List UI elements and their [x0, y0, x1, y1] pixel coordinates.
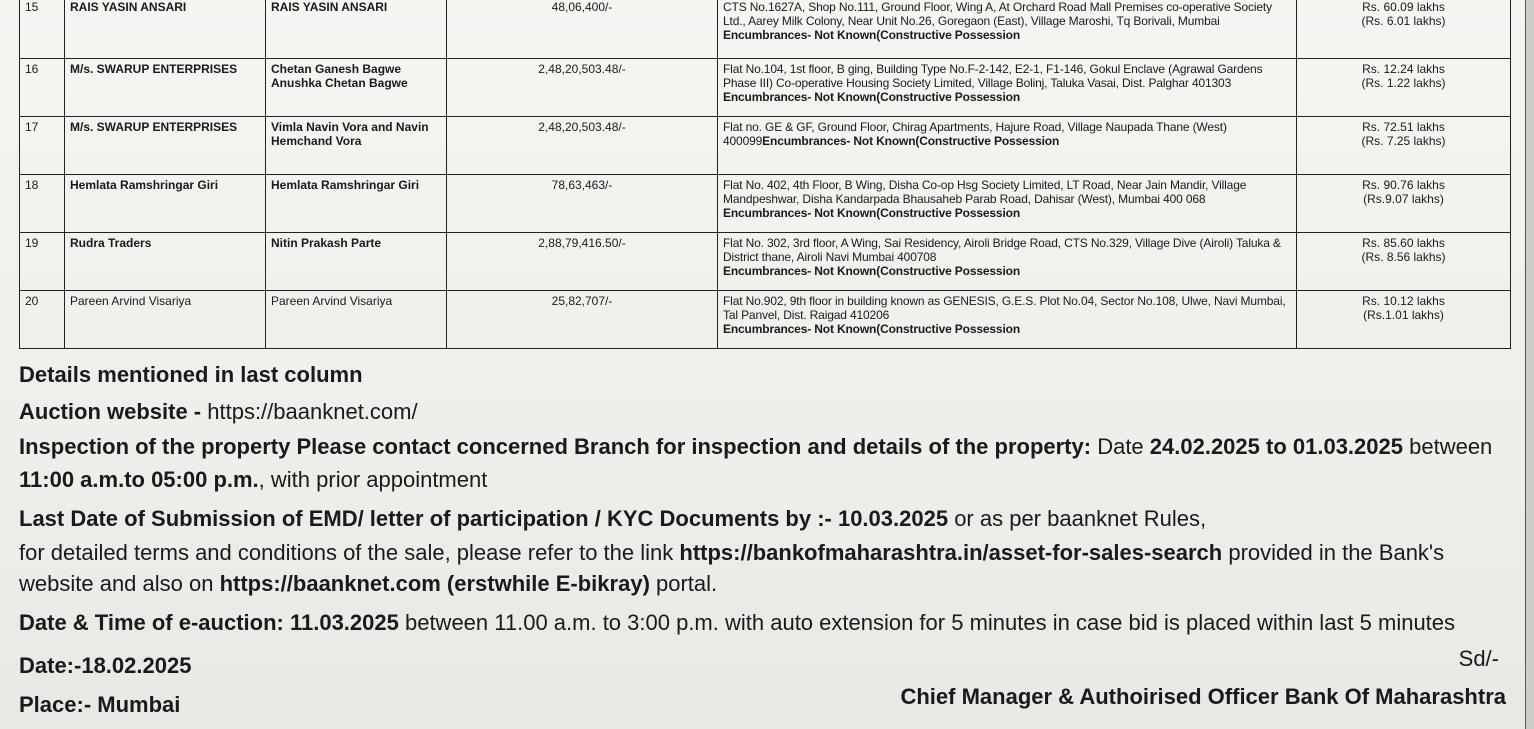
reserve-price: Rs. 90.76 lakhs: [1362, 178, 1445, 192]
terms-mid: provided in the Bank's: [1222, 540, 1445, 565]
price-cell: [1297, 0, 1511, 59]
eauction-line: [19, 609, 1519, 636]
price-cell: [1297, 175, 1511, 233]
website-url: https://baanknet.com/: [207, 399, 418, 424]
emd-amount: (Rs.9.07 lakhs): [1363, 192, 1444, 206]
table-row: [20, 175, 1511, 233]
inspection-between: between: [1403, 434, 1493, 459]
property-address: Flat no. GE & GF, Ground Floor, Chirag Apartments, Hajure Road, Village Naupada Thane (West) 400099: [723, 120, 1227, 148]
property-address: Flat No.902, 9th floor in building known as GENESIS, G.E.S. Plot No.04, Sector No.108, Ulwe, Navi Mumbai, Tal Panvel, Dist. Raigad 410206: [723, 294, 1286, 322]
terms-line-2: [19, 570, 1519, 597]
details-heading: Details mentioned in last column: [19, 362, 363, 387]
property-address: CTS No.1627A, Shop No.111, Ground Floor, Wing A, At Orchard Road Mall Premises co-operative Society Ltd., Aarey Milk Colony, Near Unit No.26, Goregaon (East), Village Maroshi, Tq Borivali, Mumbai: [723, 0, 1272, 28]
emd-amount: (Rs. 6.01 lakhs): [1361, 14, 1446, 28]
emd-amount: (Rs. 7.25 lakhs): [1361, 134, 1446, 148]
auction-website-line: [19, 398, 1519, 425]
eauction-suffix: between 11.00 a.m. to 3:00 p.m. with auto extension for 5 minutes in case bid is placed within last 5 minutes: [398, 610, 1456, 635]
terms-line-1: [19, 539, 1519, 566]
borrower-name: M/s. SWARUP ENTERPRISES: [65, 59, 266, 117]
owner-name: Pareen Arvind Visariya: [266, 291, 447, 349]
encumbrance-note: Encumbrances- Not Known(Constructive Possession: [723, 28, 1021, 42]
inspection-label: Inspection of the property Please contact concerned Branch for inspection and details of the property:: [19, 434, 1092, 459]
outstanding-amount: 2,88,79,416.50/-: [447, 233, 718, 291]
notice-place: Place:- Mumbai: [19, 692, 181, 717]
reserve-price: Rs. 85.60 lakhs: [1362, 236, 1445, 250]
outstanding-amount: 48,06,400/-: [447, 0, 718, 59]
reserve-price: Rs. 60.09 lakhs: [1362, 0, 1445, 14]
reserve-price: Rs. 12.24 lakhs: [1362, 62, 1445, 76]
encumbrance-note: Encumbrances- Not Known(Constructive Possession: [723, 90, 1021, 104]
page-edge: [1525, 0, 1534, 729]
emd-suffix: or as per baanknet Rules,: [948, 506, 1207, 531]
property-description: [718, 175, 1297, 233]
serial-number: 17: [20, 117, 65, 175]
price-cell: [1297, 291, 1511, 349]
inspection-time: 11:00 a.m.to 05:00 p.m.: [19, 467, 259, 492]
table-row: [20, 0, 1511, 59]
serial-number: 15: [20, 0, 65, 59]
signature-mark: Sd/-: [1458, 646, 1499, 671]
outstanding-amount: 2,48,20,503.48/-: [447, 59, 718, 117]
table-row: [20, 117, 1511, 175]
property-description: [718, 233, 1297, 291]
website-label: Auction website -: [19, 399, 208, 424]
emd-amount: (Rs. 8.56 lakhs): [1361, 250, 1446, 264]
owner-name: Chetan Ganesh Bagwe Anushka Chetan Bagwe: [266, 59, 447, 117]
terms-link[interactable]: https://bankofmaharashtra.in/asset-for-sales-search: [679, 540, 1223, 565]
serial-number: 19: [20, 233, 65, 291]
encumbrance-note: Encumbrances- Not Known(Constructive Possession: [723, 264, 1021, 278]
notice-date: Date:-18.02.2025: [19, 653, 192, 678]
serial-number: 16: [20, 59, 65, 117]
inspection-line-1: [19, 433, 1519, 460]
reserve-price: Rs. 72.51 lakhs: [1362, 120, 1445, 134]
owner-name: Hemlata Ramshringar Giri: [266, 175, 447, 233]
property-description: [718, 117, 1297, 175]
property-description: [718, 291, 1297, 349]
emd-amount: (Rs.1.01 lakhs): [1363, 308, 1444, 322]
borrower-name: Pareen Arvind Visariya: [65, 291, 266, 349]
serial-number: 18: [20, 175, 65, 233]
outstanding-amount: 25,82,707/-: [447, 291, 718, 349]
table-row: [20, 59, 1511, 117]
property-description: [718, 59, 1297, 117]
terms-line2-suffix: portal.: [649, 571, 718, 596]
authorised-officer: Chief Manager & Authoirised Officer Bank Of Maharashtra: [900, 684, 1506, 709]
encumbrance-note: Encumbrances- Not Known(Constructive Possession: [762, 134, 1060, 148]
terms-link-2[interactable]: https://baanknet.com (erstwhile E-bikray): [219, 571, 650, 596]
encumbrance-note: Encumbrances- Not Known(Constructive Possession: [723, 322, 1021, 336]
inspection-suffix: , with prior appointment: [258, 467, 488, 492]
owner-name: Vimla Navin Vora and Navin Hemchand Vora: [266, 117, 447, 175]
owner-name: Nitin Prakash Parte: [266, 233, 447, 291]
borrower-name: RAIS YASIN ANSARI: [65, 0, 266, 59]
property-address: Flat No.104, 1st floor, B ging, Building Type No.F-2-142, E2-1, F1-146, Gokul Enclave (Agrawal Gardens Phase III) Co-operative Housing Society Limited, Village Bolinj, Taluka Vasai, Dist. Palghar 401303: [723, 62, 1263, 90]
serial-number: 20: [20, 291, 65, 349]
borrower-name: Rudra Traders: [65, 233, 266, 291]
property-address: Flat No. 302, 3rd floor, A Wing, Sai Residency, Airoli Bridge Road, CTS No.329, Village Dive (Airoli) Taluka & District thane, Airoli Navi Mumbai 400708: [723, 236, 1281, 264]
table-body: [20, 0, 1511, 349]
price-cell: [1297, 117, 1511, 175]
price-cell: [1297, 59, 1511, 117]
terms-prefix: for detailed terms and conditions of the sale, please refer to the link: [19, 540, 680, 565]
owner-name: RAIS YASIN ANSARI: [266, 0, 447, 59]
emd-label: Last Date of Submission of EMD/ letter of participation / KYC Documents by :- 10.03.2025: [19, 506, 949, 531]
reserve-price: Rs. 10.12 lakhs: [1362, 294, 1445, 308]
inspection-line-2: [19, 466, 1519, 493]
encumbrance-note: Encumbrances- Not Known(Constructive Possession: [723, 206, 1021, 220]
inspection-date-prefix: Date: [1091, 434, 1150, 459]
emd-deadline-line: [19, 505, 1519, 532]
eauction-label: Date & Time of e-auction: 11.03.2025: [19, 610, 399, 635]
emd-amount: (Rs. 1.22 lakhs): [1361, 76, 1446, 90]
terms-line2-prefix: website and also on: [19, 571, 220, 596]
property-description: [718, 0, 1297, 59]
auction-properties-table: [19, 0, 1511, 349]
borrower-name: Hemlata Ramshringar Giri: [65, 175, 266, 233]
outstanding-amount: 2,48,20,503.48/-: [447, 117, 718, 175]
table-row: [20, 233, 1511, 291]
price-cell: [1297, 233, 1511, 291]
table-row: [20, 291, 1511, 349]
borrower-name: M/s. SWARUP ENTERPRISES: [65, 117, 266, 175]
inspection-dates: 24.02.2025 to 01.03.2025: [1149, 434, 1403, 459]
property-address: Flat No. 402, 4th Floor, B Wing, Disha Co-op Hsg Society Limited, LT Road, Near Jain Mandir, Village Mandpeshwar, Disha Kandarpada Bhausaheb Parab Road, Dahisar (West), Mumbai 400 068: [723, 178, 1247, 206]
outstanding-amount: 78,63,463/-: [447, 175, 718, 233]
